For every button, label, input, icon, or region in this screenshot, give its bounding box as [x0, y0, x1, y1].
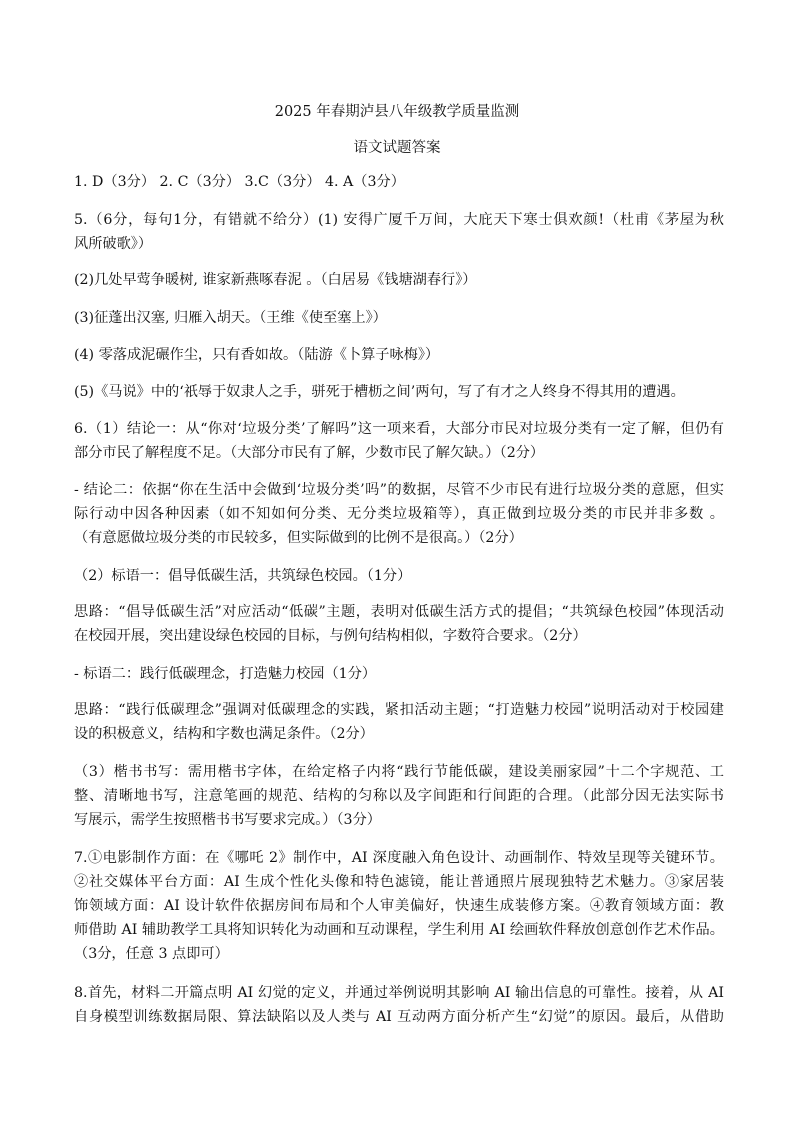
answer-q7-line2: ②社交媒体平台方面：AI 生成个性化头像和特色滤镜，能让普通照片展现独特艺术魅力。③家居装: [74, 874, 724, 890]
answer-q6-1b-line1: - 结论二：依据“你在生活中会做到‘垃圾分类’吗”的数据，尽管不少市民有进行垃圾分类的意愿，但实: [74, 482, 724, 498]
answer-q7-line4: 师借助 AI 辅助教学工具将知识转化为动画和互动课程，学生利用 AI 绘画软件释放创意创作艺术作品。: [74, 922, 724, 938]
answer-q6-2a-idea-line1: 思路：“倡导低碳生活”对应活动“低碳”主题，表明对低碳生活方式的提倡；“共筑绿色校园”体现活动: [74, 604, 724, 620]
answer-q6-3: [74, 760, 724, 832]
answer-q1-4: 1. D（3分） 2. C（3分） 3.C（3分） 4. A（3分）: [74, 174, 405, 190]
answer-q6-2b: - 标语二：践行低碳理念，打造魅力校园（1分）: [74, 666, 377, 682]
answer-q5-line2: 风所破歌》）: [74, 236, 153, 252]
answer-q6-2b-idea: [74, 698, 724, 746]
answer-q6-1b-line3: （有意愿做垃圾分类的市民较多，但实际做到的比例不是很高。）（2分）: [74, 530, 523, 546]
answer-q8-line1: 8.首先，材料二开篇点明 AI 幻觉的定义，并通过举例说明其影响 AI 输出信息的可靠性。接着，从 AI: [74, 985, 724, 1001]
document-subtitle: 语文试题答案: [353, 140, 441, 156]
answer-q6-1-line2: 部分市民了解程度不足。（大部分市民有了解，少数市民了解欠缺。）（2分）: [74, 445, 545, 461]
answer-q5-line1: 5.（6分，每句1分，有错就不给分）(1) 安得广厦千万间，大庇天下寒士俱欢颜!（杜甫《茅屋为秋: [74, 212, 724, 228]
answer-q6-1b: [74, 478, 724, 550]
answer-q6-2b-idea-line1: 思路：“践行低碳理念”强调对低碳理念的实践，紧扣活动主题；“打造魅力校园”说明活动对于校园建: [74, 702, 724, 718]
answer-q7-line3: 饰领域方面：AI 设计软件依据房间布局和个人审美偏好，快速生成装修方案。④教育领域方面：教: [74, 898, 724, 914]
answer-q7-line1: 7.①电影制作方面：在《哪吒 2》制作中，AI 深度融入角色设计、动画制作、特效呈现等关键环节。: [74, 850, 724, 866]
document-title: 2025 年春期泸县八年级教学质量监测: [274, 104, 520, 120]
answer-q6-2a-idea-line2: 在校园开展，突出建设绿色校园的目标，与例句结构相似，字数符合要求。（2分）: [74, 628, 587, 644]
answer-q6-1: [74, 417, 724, 465]
answer-q5-4: (4) 零落成泥碾作尘，只有香如故。（陆游《卜算子咏梅》）: [74, 347, 440, 363]
answer-q5-2: (2)几处早莺争暖树, 谁家新燕啄春泥 。（白居易《钱塘湖春行》）: [74, 272, 477, 288]
answer-q6-3-line1: （3）楷书书写：需用楷书字体，在给定格子内将“践行节能低碳，建设美丽家园”十二个字规范、工: [74, 764, 724, 780]
answer-q5-5: (5)《马说》中的‘祇辱于奴隶人之手，骈死于槽枥之间’两句，写了有才之人终身不得其用的遭遇。: [74, 384, 685, 400]
answer-q6-1b-line2: 际行动中因各种因素（如不知如何分类、无分类垃圾箱等），真正做到垃圾分类的市民并非多数 。: [74, 506, 724, 522]
answer-q6-3-line2: 整、清晰地书写，注意笔画的规范、结构的匀称以及字间距和行间距的合理。（此部分因无法实际书: [74, 788, 724, 804]
answer-q6-2a-idea: [74, 600, 724, 648]
answer-q7-line5: （3分，任意 3 点即可）: [74, 946, 229, 962]
answer-q6-2a: （2）标语一：倡导低碳生活，共筑绿色校园。（1分）: [74, 568, 412, 584]
answer-q6-3-line3: 写展示，需学生按照楷书书写要求完成。）（3分）: [74, 812, 381, 828]
answer-q5-3: (3)征蓬出汉塞, 归雁入胡天。（王维《使至塞上》）: [74, 310, 387, 326]
answer-q8-line2: 自身模型训练数据局限、算法缺陷以及人类与 AI 互动两方面分析产生“幻觉”的原因。最后，从借助: [74, 1009, 724, 1025]
answer-q6-1-line1: 6.（1）结论一：从“你对‘垃圾分类’了解吗”这一项来看，大部分市民对垃圾分类有一定了解，但仍有: [74, 421, 724, 437]
answer-q8: [74, 981, 724, 1029]
answer-q7: [74, 846, 724, 966]
answer-q6-2b-idea-line2: 设的积极意义，结构和字数也满足条件。（2分）: [74, 726, 374, 742]
answer-q5: [74, 208, 724, 256]
